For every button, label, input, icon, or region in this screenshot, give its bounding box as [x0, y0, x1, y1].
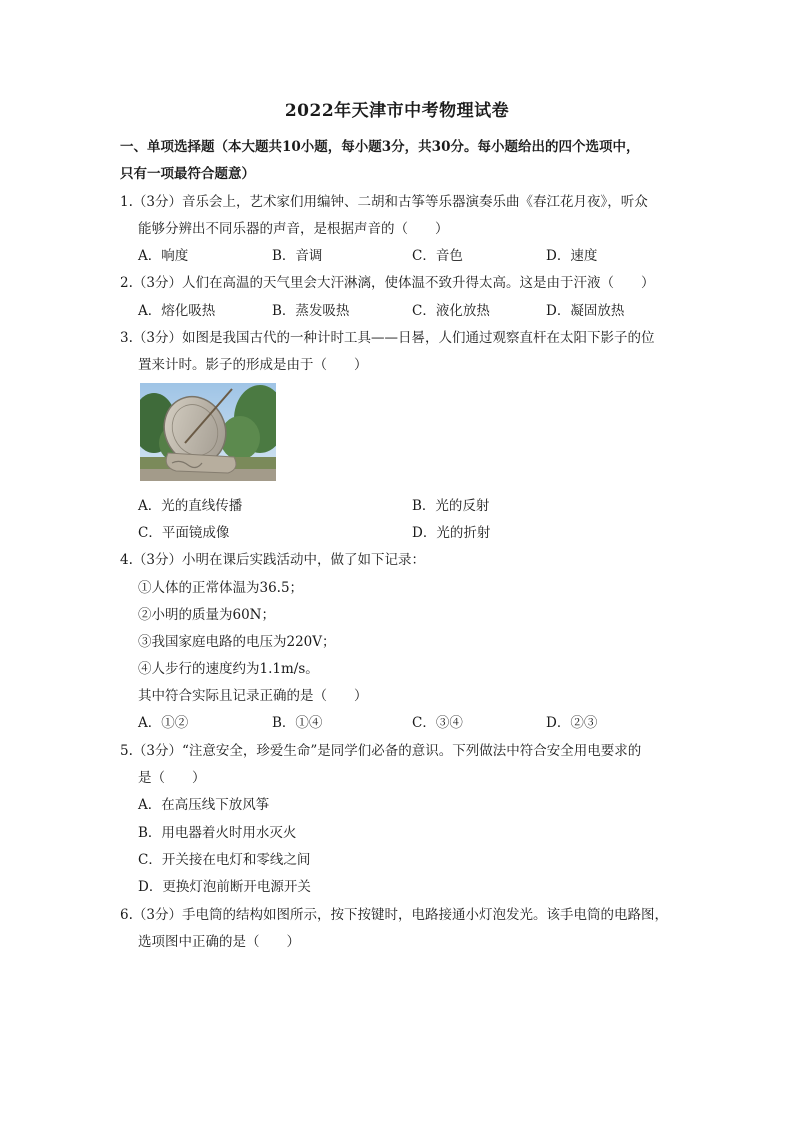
q1-option-c: C．音色 — [412, 248, 463, 264]
q4-record-1: ①人体的正常体温为36.5； — [138, 580, 304, 596]
q4-record-4: ④人步行的速度约为1.1m/s。 — [138, 661, 319, 677]
q2-option-b: B．蒸发吸热 — [272, 303, 350, 319]
q4-option-d: D．②③ — [546, 715, 598, 731]
q3-stem-line1: 3.（3分）如图是我国古代的一种计时工具——日晷，人们通过观察直杆在太阳下影子的位 — [120, 330, 655, 346]
q4-option-a: A．①② — [138, 715, 189, 731]
q4-option-b: B．①④ — [272, 715, 323, 731]
q3-option-c: C．平面镜成像 — [138, 525, 230, 541]
q3-stem-line2: 置来计时。影子的形成是由于（ ） — [138, 357, 368, 373]
q5-stem-line2: 是（ ） — [138, 770, 206, 786]
q5-stem-line1: 5.（3分）“注意安全，珍爱生命”是同学们必备的意识。下列做法中符合安全用电要求的 — [120, 743, 642, 759]
q2-option-c: C．液化放热 — [412, 303, 490, 319]
q1-stem-line1: 1.（3分）音乐会上，艺术家们用编钟、二胡和古筝等乐器演奏乐曲《春江花月夜》，听众 — [120, 194, 648, 210]
q4-option-c: C．③④ — [412, 715, 463, 731]
q4-record-2: ②小明的质量为60N； — [138, 607, 275, 623]
sundial-photo — [140, 383, 276, 481]
q5-option-b: B．用电器着火时用水灭火 — [138, 825, 297, 841]
q4-record-3: ③我国家庭电路的电压为220V； — [138, 634, 336, 650]
q3-option-a: A．光的直线传播 — [138, 498, 243, 514]
q1-stem-line2: 能够分辨出不同乐器的声音，是根据声音的（ ） — [138, 221, 449, 237]
q1-option-a: A．响度 — [138, 248, 189, 264]
q5-option-a: A．在高压线下放风筝 — [138, 797, 270, 813]
exam-title: 2022年天津市中考物理试卷 — [284, 101, 510, 121]
q1-option-d: D．速度 — [546, 248, 598, 264]
q3-option-d: D．光的折射 — [412, 525, 491, 541]
q6-stem-line1: 6.（3分）手电筒的结构如图所示，按下按键时，电路接通小灯泡发光。该手电筒的电路图， — [120, 907, 668, 923]
q2-option-a: A．熔化吸热 — [138, 303, 216, 319]
q1-option-b: B．音调 — [272, 248, 323, 264]
q4-stem-line1: 4.（3分）小明在课后实践活动中，做了如下记录： — [120, 552, 425, 568]
q4-prompt: 其中符合实际且记录正确的是（ ） — [138, 688, 368, 704]
section-heading-line2: 只有一项最符合题意） — [120, 166, 255, 182]
q2-option-d: D．凝固放热 — [546, 303, 625, 319]
q5-option-c: C．开关接在电灯和零线之间 — [138, 852, 311, 868]
section-heading-line1: 一、单项选择题（本大题共10小题，每小题3分，共30分。每小题给出的四个选项中， — [120, 139, 640, 155]
q3-option-b: B．光的反射 — [412, 498, 490, 514]
q2-stem-line1: 2.（3分）人们在高温的天气里会大汗淋漓，使体温不致升得太高。这是由于汗液（ ） — [120, 275, 655, 291]
q6-stem-line2: 选项图中正确的是（ ） — [138, 934, 300, 950]
q5-option-d: D．更换灯泡前断开电源开关 — [138, 879, 311, 895]
